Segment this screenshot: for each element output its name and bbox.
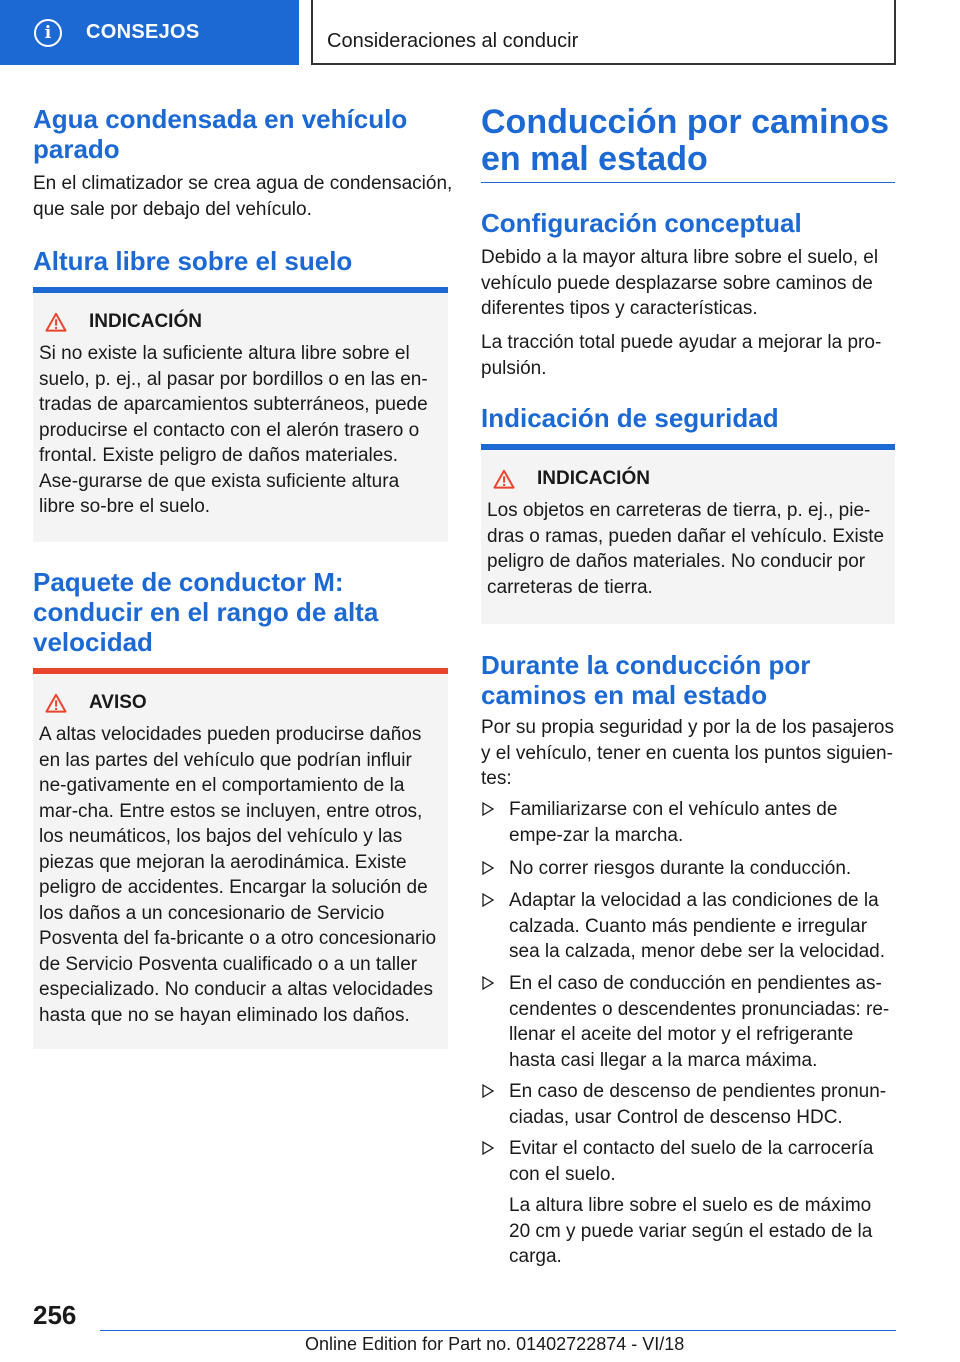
concept-paragraph-2: La tracción total puede ayudar a mejorar la pro-pulsión.: [481, 332, 882, 379]
notice-title: AVISO: [89, 692, 147, 713]
clearance-heading: Altura libre sobre el suelo: [33, 246, 353, 276]
condensed-water-heading: Agua condensada en vehículo parado: [33, 104, 408, 164]
list-item: Adaptar la velocidad a las condiciones de la calzada. Cuanto más pendiente e irregular sea la calzada, menor debe ser la velocidad.: [481, 888, 895, 965]
chapter-title: Consideraciones al conducir: [327, 30, 579, 52]
triangle-bullet-icon: [481, 801, 495, 817]
edition-note: Online Edition for Part no. 01402722874 - VI/18: [305, 1334, 685, 1354]
notice-body: A altas velocidades pueden producirse daños en las partes del vehículo que podrían influir ne-gativamente en el comportamiento de la mar-cha. Entre estos se incluyen, entre otros, los neumáticos, los bajos del vehículo y las piezas que mejoran la aerodinámica. Existe peligro de accidentes. Encargar la solución de los daños a un concesionario de Servicio Posventa del fa-bricante o a otro concesionario de Servicio Posventa cualificado o a un taller especializado. No conducir a altas velocidades hasta que no se hayan eliminado los daños.: [39, 724, 437, 1026]
list-item: Evitar el contacto del suelo de la carrocería con el suelo.: [481, 1136, 895, 1187]
triangle-bullet-icon: [481, 1140, 495, 1156]
list-item-note: La altura libre sobre el suelo es de máximo 20 cm y puede variar según el estado de la carga.: [509, 1195, 873, 1267]
notice-title: INDICACIÓN: [89, 311, 202, 332]
notice-box-dirt-roads: [481, 444, 895, 624]
list-item: En el caso de conducción en pendientes as-cendentes o descendentes pronunciadas: re-llenar el aceite del motor y el refrigerante hasta casi llegar a la marca máxima.: [481, 971, 895, 1073]
safety-heading: Indicación de seguridad: [481, 403, 779, 433]
list-item: Familiarizarse con el vehículo antes de empe-zar la marcha.: [481, 797, 895, 848]
notice-body: Si no existe la suficiente altura libre sobre el suelo, p. ej., al pasar por bordillos o en las en-tradas de aparcamientos subterráneos, puede producirse el contacto con el alerón trasero o frontal. Existe peligro de daños materiales. Ase-gurarse de que exista suficiente altura libre so-bre el suelo.: [39, 343, 428, 517]
driving-intro: Por su propia seguridad y por la de los pasajeros y el vehículo, tener en cuenta los puntos siguien-tes:: [481, 717, 894, 789]
triangle-bullet-icon: [481, 860, 495, 876]
notice-box-clearance: [33, 287, 448, 542]
info-icon: i: [34, 19, 62, 47]
m-package-heading: Paquete de conductor M: conducir en el rango de alta velocidad: [33, 567, 379, 657]
list-item: En caso de descenso de pendientes pronun-ciadas, usar Control de descenso HDC.: [481, 1079, 895, 1130]
main-heading: Conducción por caminos en mal estado: [481, 103, 890, 178]
driving-heading: Durante la conducción por caminos en mal estado: [481, 650, 811, 710]
section-tab[interactable]: [0, 0, 299, 65]
concept-heading: Configuración conceptual: [481, 208, 802, 238]
notice-title: INDICACIÓN: [537, 468, 650, 489]
triangle-bullet-icon: [481, 1083, 495, 1099]
notice-body: Los objetos en carreteras de tierra, p. ej., pie-dras o ramas, pueden dañar el vehículo. Existe peligro de daños materiales. No conducir por carreteras de tierra.: [487, 500, 885, 598]
warning-triangle-icon: [45, 312, 67, 332]
triangle-bullet-icon: [481, 975, 495, 991]
heading-rule: [481, 182, 895, 183]
list-item: No correr riesgos durante la conducción.: [481, 856, 895, 882]
warning-triangle-icon: [45, 693, 67, 713]
concept-paragraph-1: Debido a la mayor altura libre sobre el suelo, el vehículo puede desplazarse sobre caminos de diferentes tipos y características.: [481, 247, 879, 319]
condensed-water-text: En el climatizador se crea agua de condensación, que sale por debajo del vehículo.: [33, 173, 453, 220]
notice-box-high-speed: [33, 668, 448, 1049]
footer-rule: [100, 1330, 896, 1331]
warning-triangle-icon: [493, 469, 515, 489]
section-tab-label: CONSEJOS: [86, 21, 200, 43]
triangle-bullet-icon: [481, 892, 495, 908]
chapter-header: [311, 0, 896, 65]
page-number: 256: [33, 1300, 77, 1330]
